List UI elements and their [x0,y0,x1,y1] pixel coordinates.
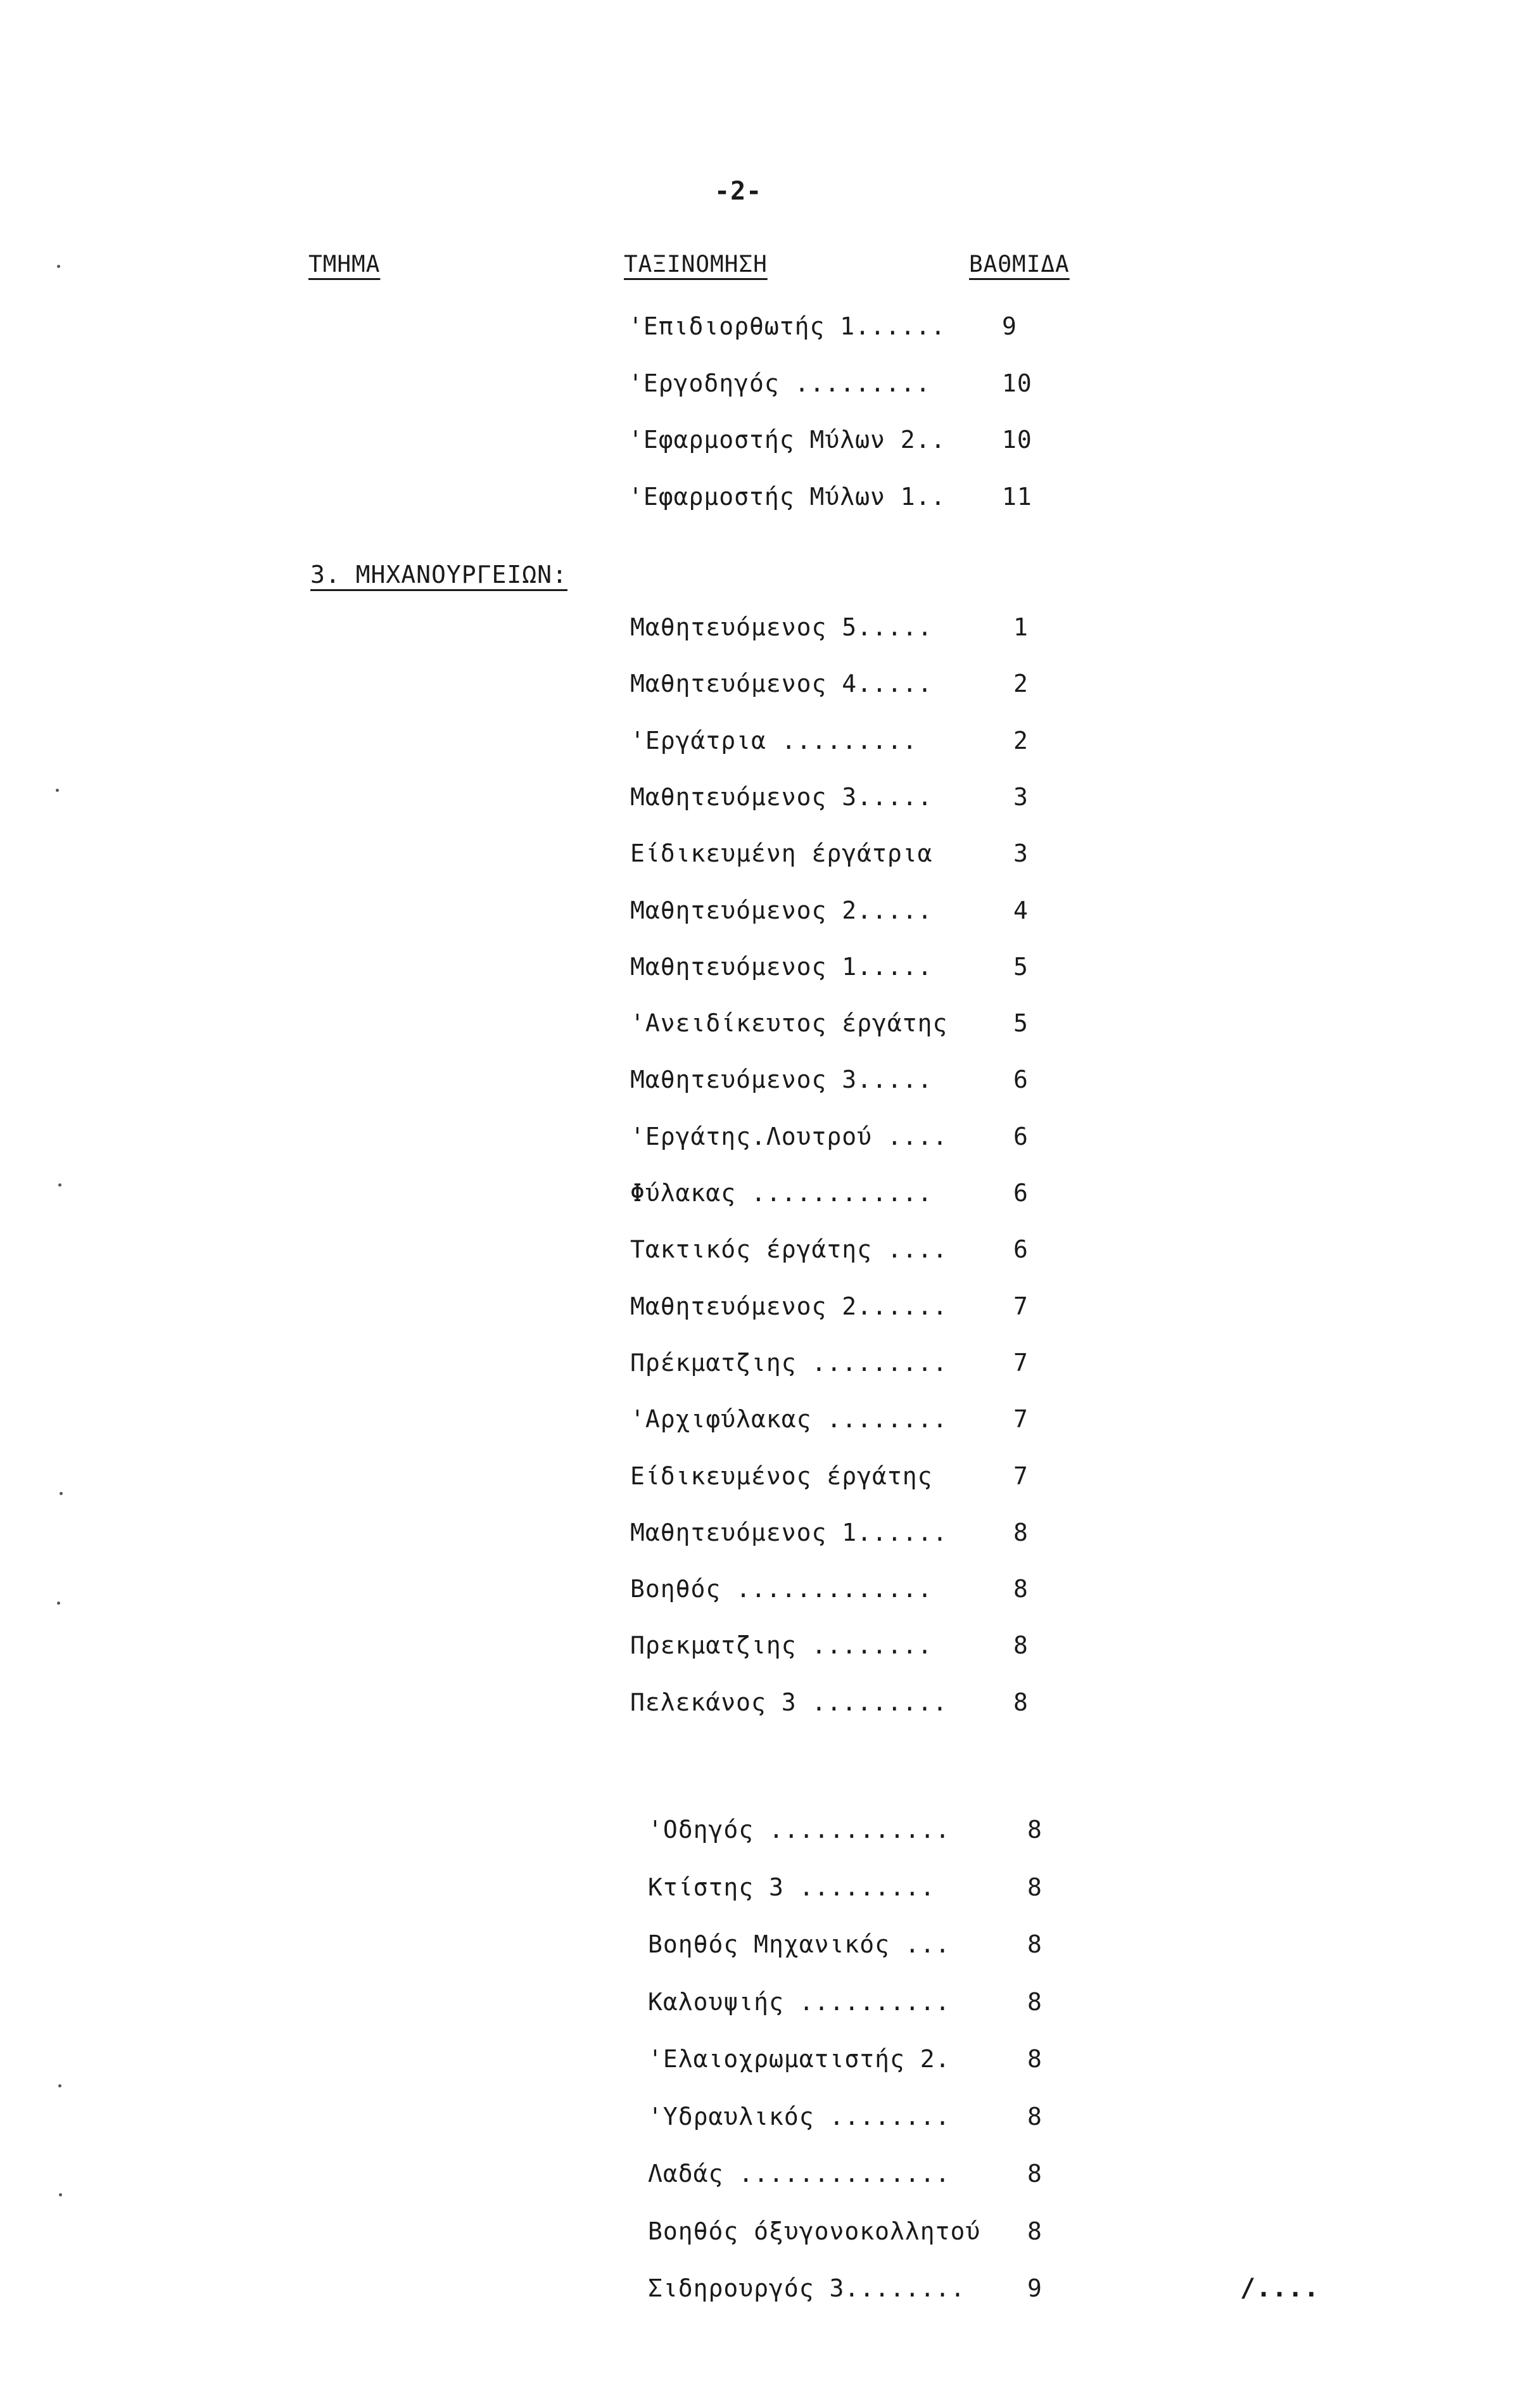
classification-row [630,1688,1064,1720]
position-title: Μαθητευόμενος 3..... [630,1066,933,1094]
grade-value: 6 [1013,1066,1029,1094]
grade-value: 8 [1027,1930,1042,1958]
position-title: Μαθητευόμενος 1..... [630,952,933,981]
scan-speck [58,1183,61,1187]
position-title: 'Επιδιορθωτής 1...... [628,312,946,340]
classification-row [648,1873,1078,1905]
scan-speck [59,2193,62,2196]
position-title: Πρέκματζιης ......... [630,1348,948,1377]
classification-row [630,953,1064,984]
classification-row [648,2160,1078,2191]
position-title: 'Εφαρμοστής Μύλων 2.. [628,426,946,454]
classification-row [630,839,1064,871]
grade-value: 5 [1013,952,1029,981]
classification-row [628,312,1053,344]
classification-row [648,1816,1078,1847]
grade-value: 11 [1002,482,1032,511]
grade-value: 9 [1027,2274,1042,2302]
position-title: Μαθητευόμενος 1...... [630,1518,948,1546]
grade-value: 7 [1013,1405,1029,1434]
position-title: 'Υδραυλικός ........ [648,2102,951,2131]
position-title: Μαθητευόμενος 2..... [630,896,933,924]
position-title: 'Ελαιοχρωματιστής 2. [648,2045,951,2073]
header-classification: ΤΑΞΙΝΟΜΗΣΗ [624,252,768,277]
classification-row [630,1123,1064,1154]
grade-value: 8 [1027,1987,1042,2016]
grade-value: 1 [1013,613,1029,641]
classification-row [630,727,1064,758]
classification-row [628,483,1053,514]
classification-row [648,1930,1078,1962]
grade-value: 8 [1013,1688,1029,1716]
classification-row [630,1631,1064,1663]
grade-value: 4 [1013,896,1029,924]
classification-row [628,426,1053,457]
position-title: 'Οδηγός ............ [648,1816,951,1844]
position-title: Σιδηρουργός 3........ [648,2274,966,2302]
position-title: Βοηθός ............. [630,1575,933,1603]
classification-row [630,1235,1064,1267]
classification-row [648,2217,1078,2249]
classification-row [648,2103,1078,2134]
grade-value: 8 [1027,2045,1042,2073]
grade-value: 8 [1013,1575,1029,1603]
grade-value: 8 [1027,2102,1042,2131]
classification-row [648,2045,1078,2077]
classification-row [630,1462,1064,1494]
scan-speck [58,2084,61,2087]
grade-value: 6 [1013,1235,1029,1264]
position-title: 'Εφαρμοστής Μύλων 1.. [628,482,946,511]
classification-row [630,613,1064,645]
grade-value: 8 [1013,1631,1029,1660]
classification-row [630,1292,1064,1324]
position-title: 'Εργάτρια ......... [630,726,918,755]
header-department: ΤΜΗΜΑ [308,252,381,277]
position-title: Λαδάς .............. [648,2160,951,2188]
grade-value: 7 [1013,1292,1029,1320]
classification-row [630,670,1064,701]
grade-value: 7 [1013,1348,1029,1377]
header-grade: ΒΑΘΜΙΔΑ [969,252,1070,277]
grade-value: 5 [1013,1009,1029,1038]
grade-value: 6 [1013,1122,1029,1150]
position-title: Μαθητευόμενος 4..... [630,670,933,698]
position-title: Κτίστης 3 ......... [648,1873,935,1901]
classification-row [648,2274,1078,2306]
position-title: Τακτικός έργάτης .... [630,1235,948,1264]
position-title: Φύλακας ............ [630,1179,933,1207]
classification-row [630,1575,1064,1607]
classification-row [648,1988,1078,2020]
classification-row [630,896,1064,928]
grade-value: 7 [1013,1462,1029,1490]
classification-row [630,783,1064,815]
classification-row [628,369,1053,401]
grade-value: 3 [1013,782,1029,811]
position-title: Μαθητευόμενος 5..... [630,613,933,641]
position-title: Είδικευμένος έργάτης [630,1462,933,1490]
scan-speck [60,1492,63,1495]
position-title: Μαθητευόμενος 2...... [630,1292,948,1320]
grade-value: 10 [1002,426,1032,454]
grade-value: 8 [1027,1873,1042,1901]
scan-speck [57,1602,60,1605]
page-number: -2- [714,177,763,206]
grade-value: 3 [1013,839,1029,868]
position-title: Πρεκματζιης ........ [630,1631,933,1660]
position-title: 'Αρχιφύλακας ........ [630,1405,948,1434]
classification-row [630,1179,1064,1211]
position-title: Είδικευμένη έργάτρια [630,839,933,868]
classification-row [630,1405,1064,1437]
position-title: Βοηθός Μηχανικός ... [648,1930,951,1958]
classification-row [630,1066,1064,1097]
position-title: 'Εργάτης.Λουτρού .... [630,1122,948,1150]
grade-value: 8 [1027,2217,1042,2245]
grade-value: 8 [1027,2160,1042,2188]
position-title: Μαθητευόμενος 3..... [630,782,933,811]
grade-value: 10 [1002,369,1032,397]
position-title: 'Εργοδηγός ......... [628,369,931,397]
continuation-mark: /.... [1240,2274,1320,2303]
position-title: Καλουψιής .......... [648,1987,951,2016]
section-label: 3. ΜΗΧΑΝΟΥΡΓΕΙΩΝ: [310,561,567,589]
classification-row [630,1519,1064,1550]
classification-row [630,1009,1064,1041]
grade-value: 8 [1027,1816,1042,1844]
position-title: Βοηθός όξυγονοκολλητού [648,2217,981,2245]
position-title: 'Ανειδίκευτος έργάτης [630,1009,948,1038]
scan-speck [56,789,59,792]
position-title: Πελεκάνος 3 ......... [630,1688,948,1716]
grade-value: 2 [1013,726,1029,755]
grade-value: 6 [1013,1179,1029,1207]
grade-value: 2 [1013,670,1029,698]
grade-value: 9 [1002,312,1017,340]
classification-row [630,1349,1064,1380]
scan-speck [57,265,60,268]
grade-value: 8 [1013,1518,1029,1546]
